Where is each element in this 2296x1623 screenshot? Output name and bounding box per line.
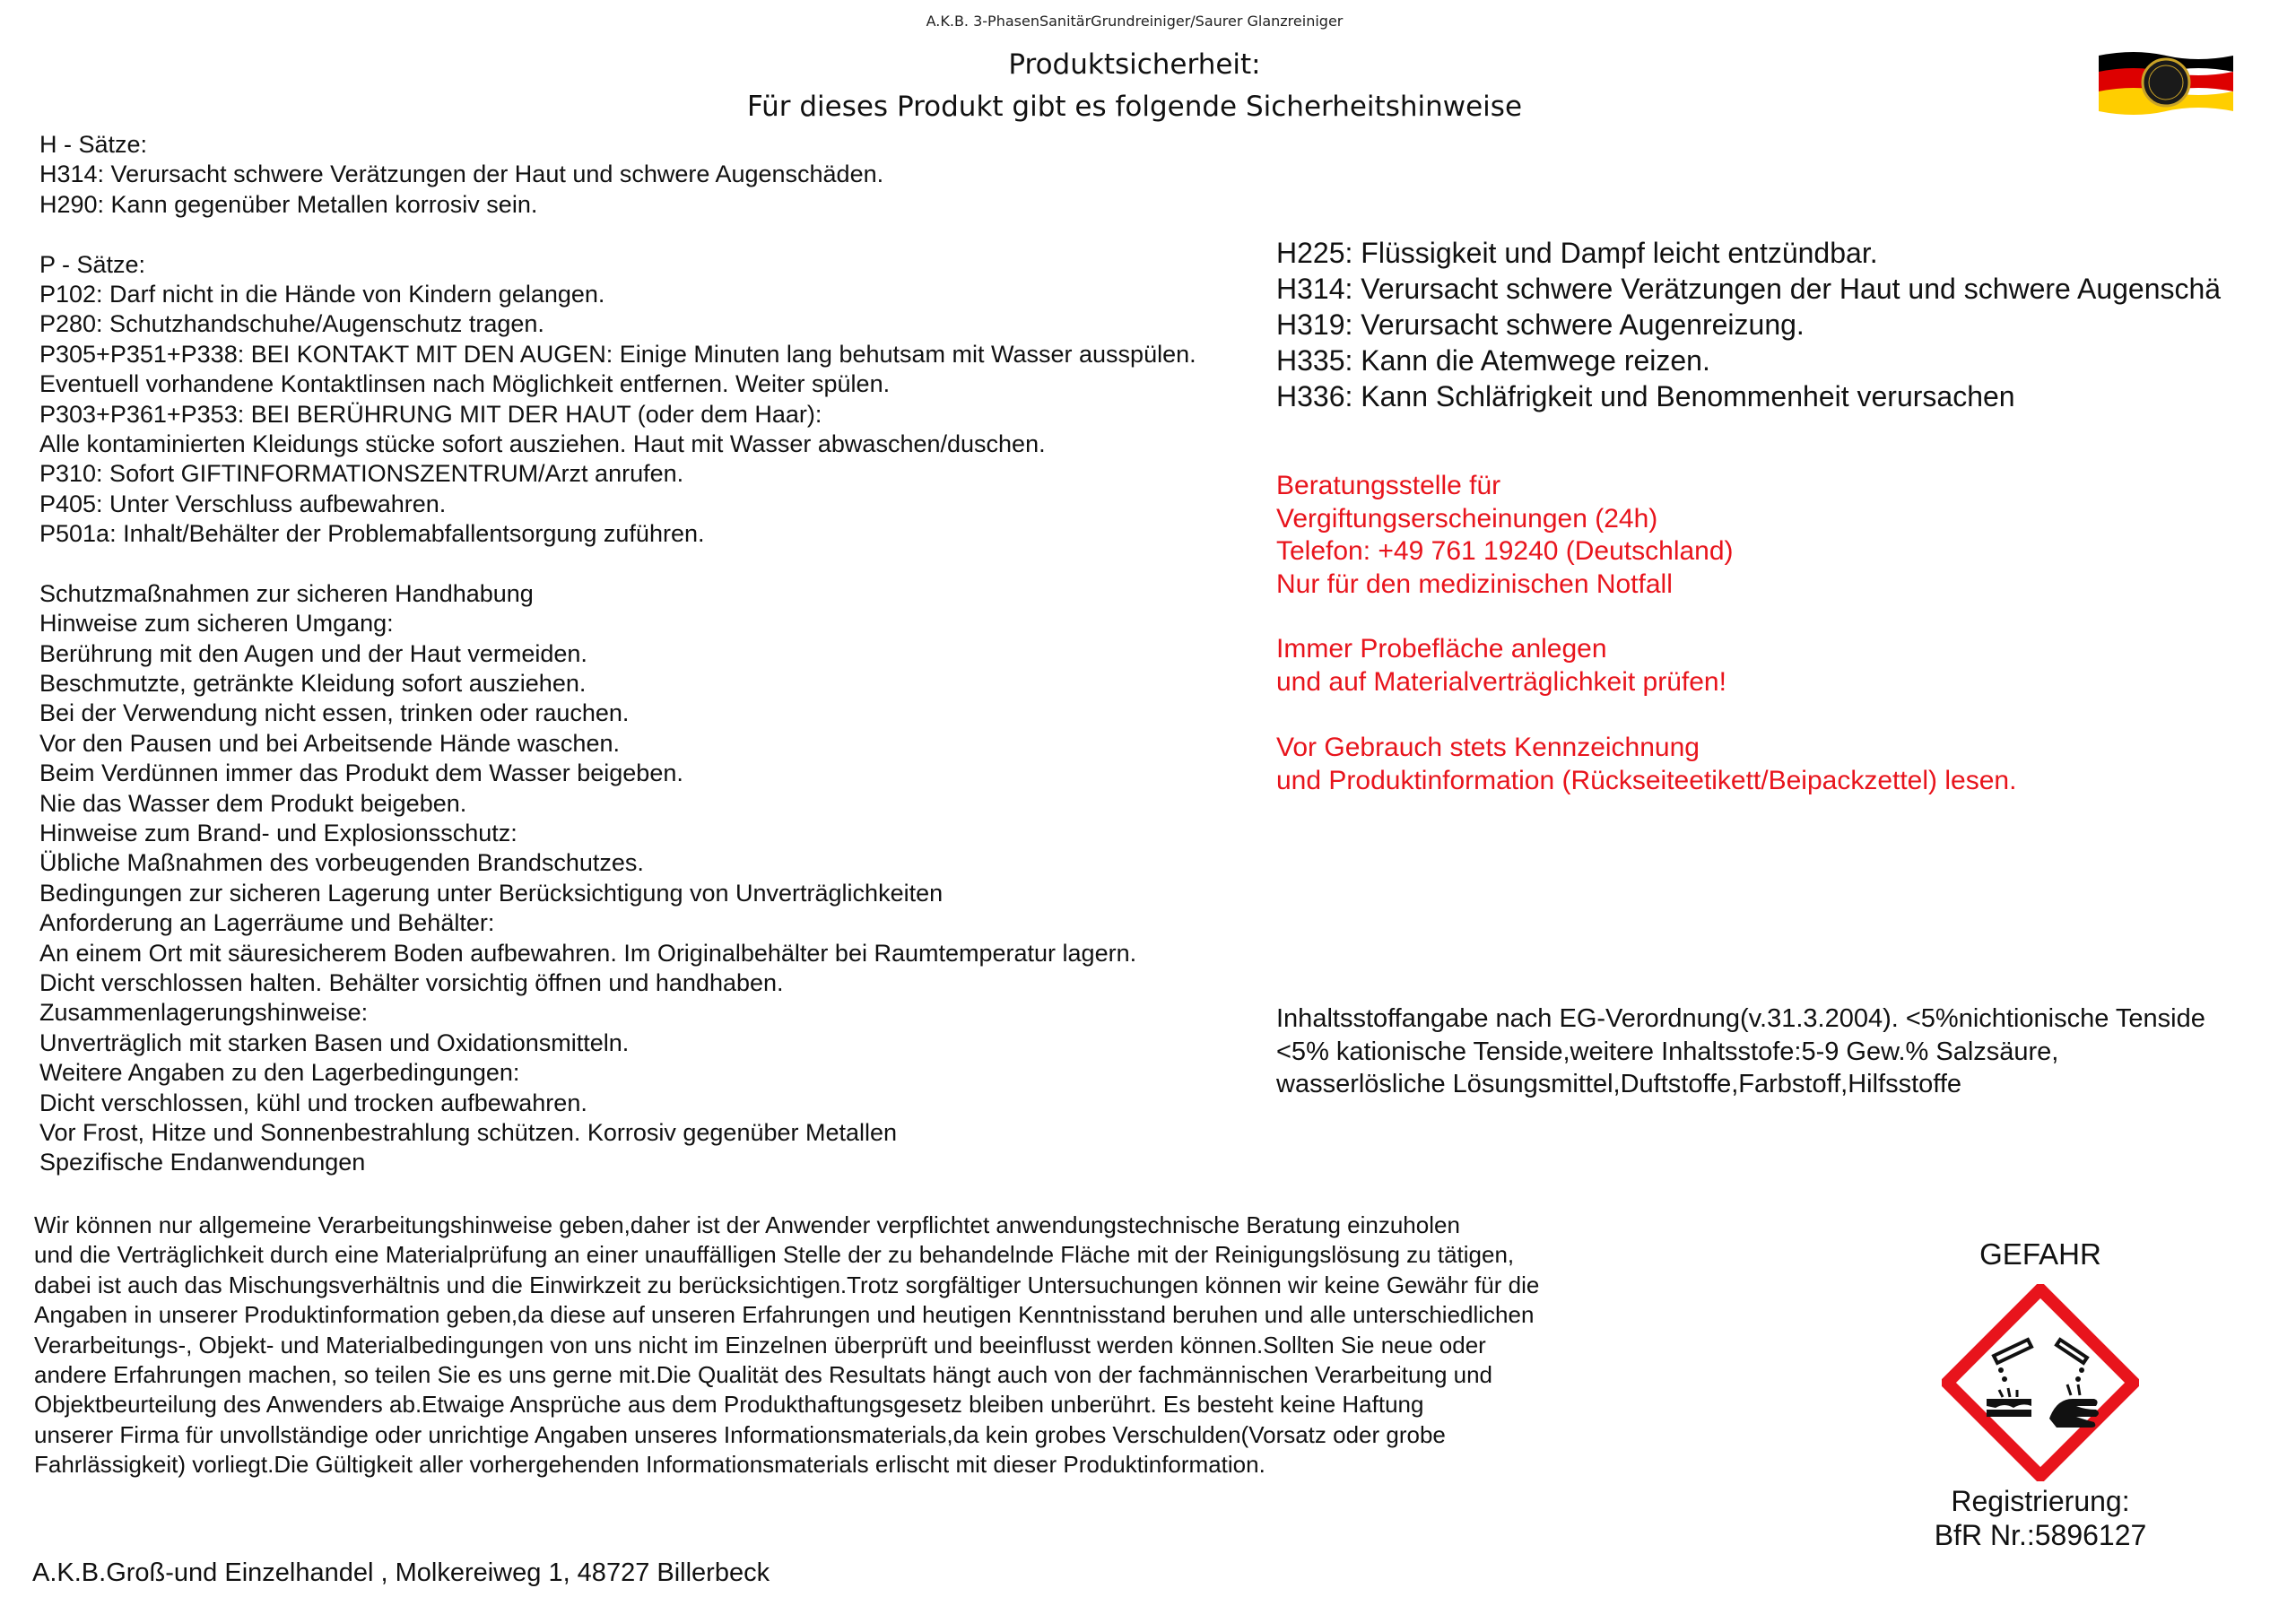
h-statements-heading: H - Sätze: — [39, 131, 148, 158]
text-line: Beschmutzte, getränkte Kleidung sofort ausziehen. — [39, 670, 587, 698]
text-line: Beratungsstelle für — [1276, 471, 1501, 500]
text-line: Nie das Wasser dem Produkt beigeben. — [39, 789, 467, 817]
document-title: A.K.B. 3-PhasenSanitärGrundreiniger/Saurer Glanzreiniger — [926, 13, 1344, 30]
spacer — [39, 549, 1295, 578]
text-line: Vergiftungserscheinungen (24h) — [1276, 503, 1658, 534]
text-line: P102: Darf nicht in die Hände von Kindern gelangen. — [39, 280, 605, 308]
text-line: Dicht verschlossen, kühl und trocken aufbewahren. — [39, 1089, 587, 1116]
text-line: Weitere Angaben zu den Lagerbedingungen: — [39, 1059, 520, 1087]
registration-number: BfR Nr.:5896127 — [1934, 1519, 2147, 1551]
text-line: wasserlösliche Lösungsmittel,Duftstoffe,Farbstoff,Hilfsstoffe — [1276, 1070, 1962, 1098]
text-line: Nur für den medizinischen Notfall — [1276, 568, 1673, 599]
text-line: Objektbeurteilung des Anwenders ab.Etwaige Ansprüche aus dem Produkthaftungsgesetz bleiben unberührt. Es besteht keine Haftung — [34, 1391, 1424, 1419]
text-line: Bedingungen zur sicheren Lagerung unter Berücksichtigung von Unverträglichkeiten — [39, 879, 944, 907]
text-line: P501a: Inhalt/Behälter der Problemabfallentsorgung zuführen. — [39, 520, 705, 548]
disclaimer-paragraph — [34, 1211, 1738, 1480]
phone-number: Telefon: +49 761 19240 (Deutschland) — [1276, 536, 1734, 566]
text-line: Anforderung an Lagerräume und Behälter: — [39, 909, 495, 937]
text-line: Zusammenlagerungshinweise: — [39, 999, 369, 1027]
read-label-notice — [1276, 732, 2016, 797]
text-line: P303+P361+P353: BEI BERÜHRUNG MIT DER HAUT (oder dem Haar): — [39, 400, 822, 428]
registration-info — [1866, 1484, 2215, 1552]
text-line: Hinweise zum Brand- und Explosionsschutz: — [39, 819, 517, 846]
text-line: dabei ist auch das Mischungsverhältnis und die Einwirkzeit zu berücksichtigen.Trotz sorgfältiger Untersuchungen können wir keine Gewähr für die — [34, 1271, 1540, 1298]
text-line: Wir können nur allgemeine Verarbeitungshinweise geben,daher ist der Anwender verpflichtet anwendungstechnische Beratung einzuholen — [34, 1211, 1460, 1238]
left-column — [39, 130, 1295, 1178]
text-line: Dicht verschlossen halten. Behälter vorsichtig öffnen und handhaben. — [39, 968, 784, 996]
text-line: Vor den Pausen und bei Arbeitsende Hände waschen. — [39, 729, 620, 757]
text-line: Vor Frost, Hitze und Sonnenbestrahlung schützen. Korrosiv gegenüber Metallen — [39, 1118, 898, 1146]
right-h-statements — [1276, 235, 2221, 414]
text-line: H314: Verursacht schwere Verätzungen der Haut und schwere Augenschäden. — [39, 161, 884, 188]
text-line: P280: Schutzhandschuhe/Augenschutz tragen. — [39, 310, 544, 338]
text-line: H314: Verursacht schwere Verätzungen der Haut und schwere Augenschä — [1276, 273, 2222, 305]
ingredients-statement — [1276, 1002, 2205, 1101]
text-line: An einem Ort mit säuresicherem Boden aufbewahren. Im Originalbehälter bei Raumtemperatur lagern. — [39, 939, 1137, 967]
page-heading: Produktsicherheit: — [1008, 48, 1261, 81]
text-line: Beim Verdünnen immer das Produkt dem Wasser beigeben. — [39, 759, 683, 787]
text-line: Übliche Maßnahmen des vorbeugenden Brandschutzes. — [39, 849, 644, 877]
text-line: und die Verträglichkeit durch eine Materialprüfung an einer unauffälligen Stelle der zu behandelnde Fläche mit der Reinigungslösung zu tätigen, — [34, 1241, 1515, 1269]
text-line: P305+P351+P338: BEI KONTAKT MIT DEN AUGEN: Einige Minuten lang behutsam mit Wasser ausspülen. — [39, 340, 1196, 368]
text-line: unserer Firma für unvollständige oder unrichtige Angaben unseres Informationsmaterials,da kein grobes Verschulden(Vorsatz oder grobe — [34, 1420, 1446, 1448]
text-line: Vor Gebrauch stets Kennzeichnung — [1276, 733, 1700, 762]
text-line: Immer Probefläche anlegen — [1276, 634, 1607, 664]
spacer — [39, 220, 1295, 249]
text-line: Angaben in unserer Produktinformation geben,da diese auf unseren Erfahrungen und heutigen Kenntnisstand beruhen und alle unterschiedlichen — [34, 1301, 1535, 1329]
text-line: und auf Materialverträglichkeit prüfen! — [1276, 666, 1726, 697]
text-line: Alle kontaminierten Kleidungs stücke sofort ausziehen. Haut mit Wasser abwaschen/duschen. — [39, 430, 1046, 457]
text-line: Spezifische Endanwendungen — [39, 1149, 366, 1176]
poison-center-notice — [1276, 470, 1734, 601]
text-line: H225: Flüssigkeit und Dampf leicht entzündbar. — [1276, 237, 1878, 269]
company-address: A.K.B.Groß-und Einzelhandel , Molkereiweg 1, 48727 Billerbeck — [32, 1558, 770, 1587]
p-statements-heading: P - Sätze: — [39, 250, 146, 278]
text-line: und Produktinformation (Rückseiteetikett/Beipackzettel) lesen. — [1276, 765, 2017, 795]
text-line: Registrierung: — [1951, 1485, 2130, 1517]
corrosion-icon — [1942, 1284, 2139, 1481]
text-line: H335: Kann die Atemwege reizen. — [1276, 344, 1710, 377]
text-line: P405: Unter Verschluss aufbewahren. — [39, 490, 447, 517]
page-subheading: Für dieses Produkt gibt es folgende Sicherheitshinweise — [746, 91, 1523, 123]
made-in-germany-flag-icon — [2094, 47, 2238, 120]
text-line: Berührung mit den Augen und der Haut vermeiden. — [39, 639, 587, 667]
text-line: <5% kationische Tenside,weitere Inhaltsstofe:5-9 Gew.% Salzsäure, — [1276, 1037, 2059, 1066]
test-area-notice — [1276, 633, 1726, 699]
text-line: andere Erfahrungen machen, so teilen Sie es uns gerne mit.Die Qualität des Resultats hängt auch von der fachmännischen Verarbeitung und — [34, 1360, 1493, 1388]
text-line: H319: Verursacht schwere Augenreizung. — [1276, 308, 1805, 341]
text-line: Hinweise zum sicheren Umgang: — [39, 610, 394, 638]
text-line: Unverträglich mit starken Basen und Oxidationsmitteln. — [39, 1028, 630, 1056]
text-line: Verarbeitungs-, Objekt- und Materialbedingungen von uns nicht im Einzelnen überprüft und beeinflusst werden können.Sollten Sie neue oder — [34, 1331, 1486, 1358]
signal-word: GEFAHR — [1979, 1237, 2101, 1271]
text-line: Bei der Verwendung nicht essen, trinken oder rauchen. — [39, 699, 630, 727]
text-line: H290: Kann gegenüber Metallen korrosiv sein. — [39, 190, 538, 218]
text-line: Fahrlässigkeit) vorliegt.Die Gültigkeit aller vorhergehenden Informationsmaterials erlischt mit dieser Produktinformation. — [34, 1451, 1265, 1479]
text-line: Eventuell vorhandene Kontaktlinsen nach Möglichkeit entfernen. Weiter spülen. — [39, 370, 891, 398]
text-line: H336: Kann Schläfrigkeit und Benommenheit verursachen — [1276, 380, 2015, 412]
handling-heading: Schutzmaßnahmen zur sicheren Handhabung — [39, 579, 534, 607]
text-line: Inhaltsstoffangabe nach EG-Verordnung(v.31.3.2004). <5%nichtionische Tenside — [1276, 1004, 2205, 1033]
text-line: P310: Sofort GIFTINFORMATIONSZENTRUM/Arzt anrufen. — [39, 460, 684, 488]
